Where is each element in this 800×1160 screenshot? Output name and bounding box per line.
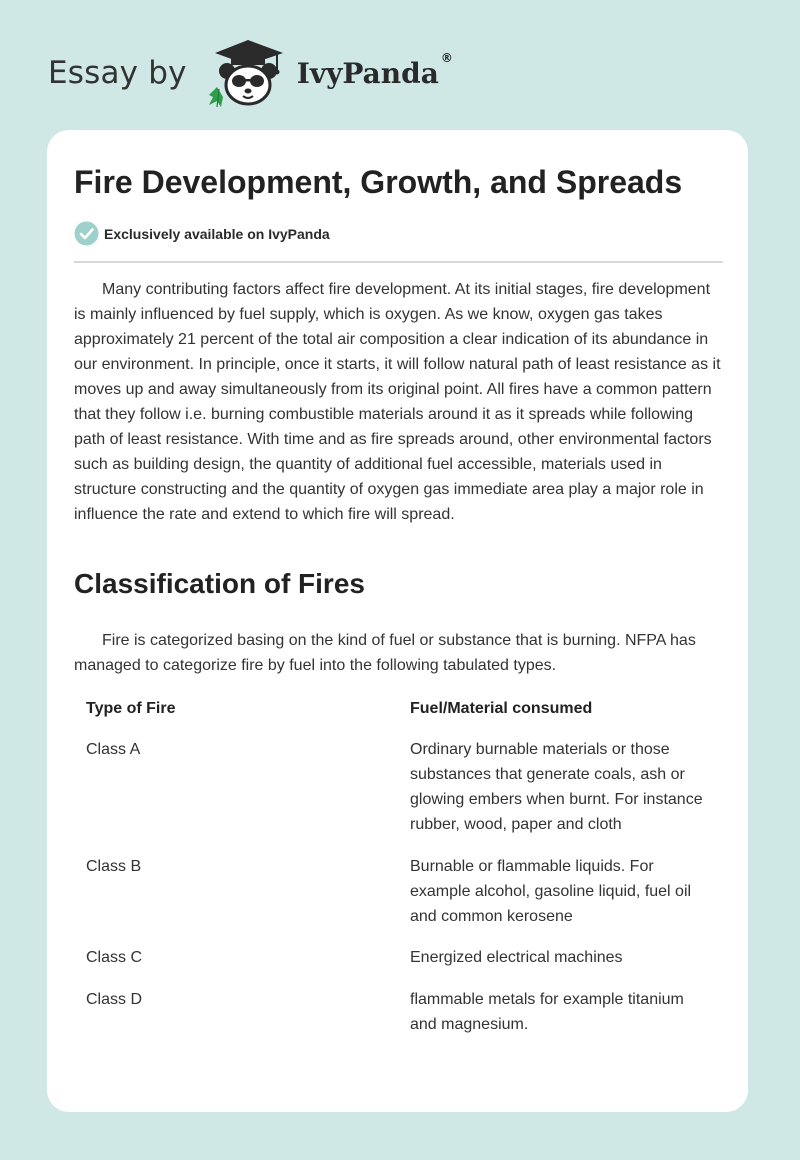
intro-paragraph: Many contributing factors affect fire development. At its initial stages, fire development is mainly influenced by fuel supply, which is oxygen. As we know, oxygen gas takes approximately 21 percent of the total air composition a clear indication of its abundance in our environment. In principle, once it starts, it will follow natural path of least resistance as it moves up and away simultaneously from its original point. All fires have a common pattern that they follow i.e. burning combustible materials around it as it spreads while following path of least resistance. With time and as fire spreads around, other environmental factors such as building design, the quantity of additional fuel accessible, materials used in structure constructing and the quantity of oxygen gas immediate area play a major role in influence the rate and extend to which fire will spread. [74, 281, 721, 523]
table-cell-class: Class B [86, 858, 142, 875]
table-cell-class: Class D [86, 991, 143, 1008]
brand-name [296, 50, 453, 90]
registered-mark: ® [440, 50, 453, 65]
exclusive-badge [74, 221, 330, 246]
divider [74, 261, 723, 263]
page-title: Fire Development, Growth, and Spreads [74, 164, 683, 200]
panda-graduate-logo-icon [203, 37, 293, 109]
classification-paragraph: Fire is categorized basing on the kind of fuel or substance that is burning. NFPA has managed to categorize fire by fuel into the following tabulated types. [74, 632, 696, 674]
brand-header [48, 38, 453, 108]
brand-name-text: IvyPanda [296, 56, 439, 90]
check-circle-icon [74, 221, 99, 246]
section-heading: Classification of Fires [74, 568, 365, 599]
brand-prefix: Essay by [48, 55, 187, 91]
table-header-type: Type of Fire [86, 700, 176, 717]
table-cell-fuel: Burnable or flammable liquids. For example alcohol, gasoline liquid, fuel oil and common kerosene [410, 858, 692, 925]
table-cell-fuel: Energized electrical machines [410, 949, 623, 966]
table-cell-class: Class C [86, 949, 143, 966]
exclusive-label: Exclusively available on IvyPanda [104, 225, 330, 242]
essay-card [47, 130, 748, 1112]
table-cell-class: Class A [86, 741, 141, 758]
table-cell-fuel: Ordinary burnable materials or those substances that generate coals, ash or glowing embers when burnt. For instance rubber, wood, paper and cloth [410, 741, 703, 833]
table-header-fuel: Fuel/Material consumed [410, 700, 593, 717]
table-cell-fuel: flammable metals for example titanium and magnesium. [410, 991, 684, 1033]
